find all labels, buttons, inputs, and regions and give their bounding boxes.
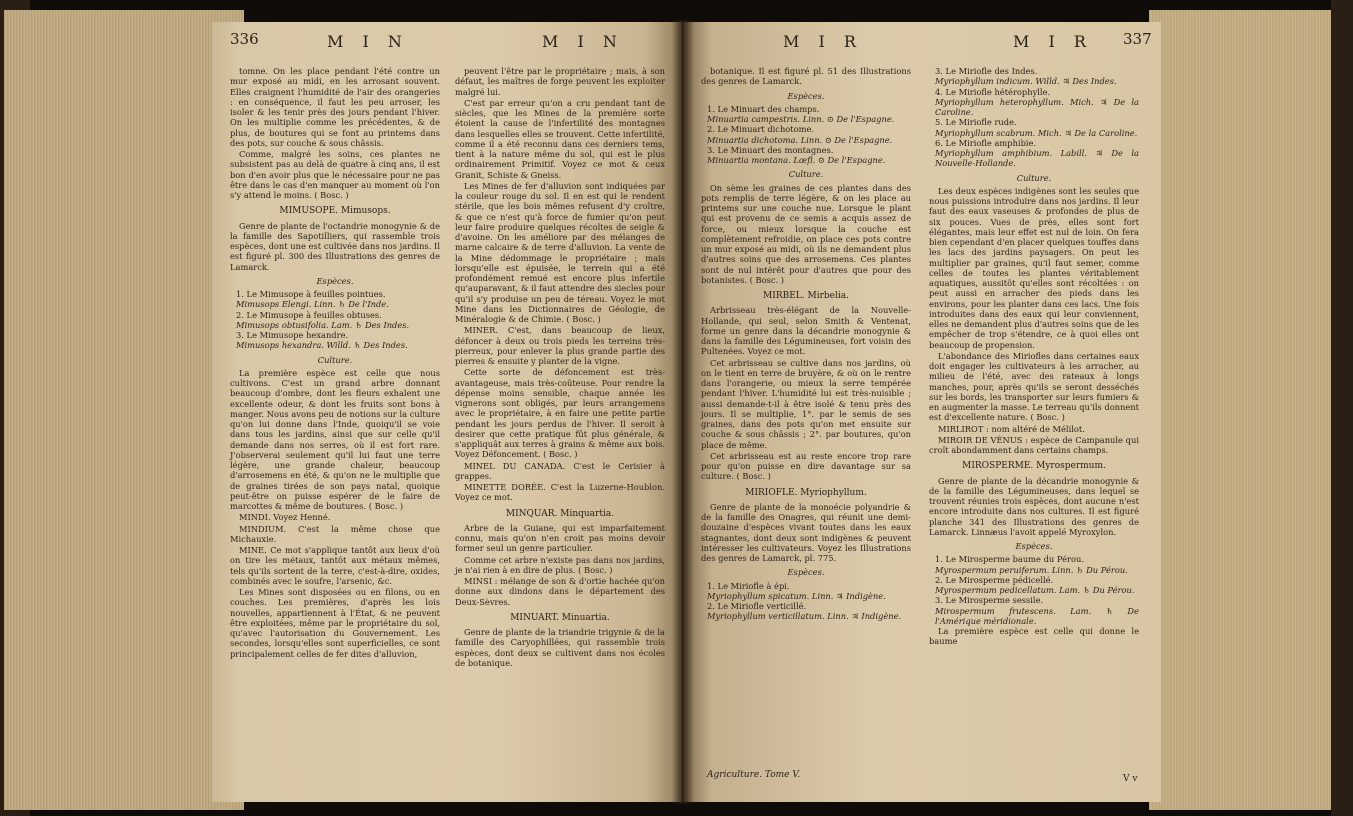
species-latin-name: Myriophyllum scabrum. Mich. ♃ De la Caroline. xyxy=(935,127,1138,138)
paragraph: Genre de plante de la monoécie polyandrie & de la famille des Onagres, qui réunit une demi-douzaine d'espèces vivant toutes dans les eaux stagnantes, dont deux sont indigènes & peuvent intéresser les cultivateurs. Voyez les Illustrations des genres de Lamarck, pl. 775. xyxy=(701,501,911,563)
section-subheading: Culture. xyxy=(317,354,353,365)
species-latin-name: Mirospermum frutescens. Lam. ♄ De l'Amérique méridionale. xyxy=(935,605,1139,626)
species-latin-name: Mimusops Elengi. Linn. ♄ De l'Inde. xyxy=(236,299,389,310)
species-latin-name: Myriophyllum indicum. Willd. ♃ Des Indes. xyxy=(935,76,1117,87)
paragraph: MINE. Ce mot s'applique tantôt aux lieux d'où on tire les métaux, tantôt aux métaux mêmes, tels qu'ils sortent de la terre, c'est-à-dire, oxides, combinés avec le soufre, l'arsenic, &c. xyxy=(230,545,440,586)
left-page xyxy=(212,22,682,802)
running-head-left-2: M I N xyxy=(542,32,624,51)
paragraph: MIROIR DE VÉNUS : espèce de Campanule qui croît abondamment dans certains champs. xyxy=(929,434,1139,455)
paragraph: MINEL DU CANADA. C'est le Cerisier à grappes. xyxy=(455,460,665,481)
species-item: 6. Le Miriofle amphibie. xyxy=(935,137,1037,148)
entry-heading: MINUART. Minuartia. xyxy=(510,612,610,623)
paragraph: L'abondance des Miriofles dans certaines eaux doit engager les cultivateurs à les arracher, au milieu de l'été, avec des rateaux à longs manches, pour, après qu'ils se seront desséchés sur les bords, les transporter sur leurs fumiers & en augmenter la masse. Le terreau qu'ils donnent est d'excellente nature. ( Bosc. ) xyxy=(929,350,1140,423)
paragraph: Genre de plante de la décandrie monogynie & de la famille des Légumineuses, dans lequel se trouvent réunies trois espèces, dont aucune n'est encore introduite dans nos cultures. Il est figuré planche 341 des Illustrations des genres de Lamarck. Linnæus l'avoit appelé Myroxylon. xyxy=(929,475,1139,537)
page-edges-left xyxy=(4,10,244,810)
species-item: 2. Le Miriofle verticillé. xyxy=(707,601,807,611)
species-latin-name: Myriophyllum spicatum. Linn. ♃ Indigène. xyxy=(707,590,886,601)
paragraph: MIRLIROT : nom altéré de Mélilot. xyxy=(938,423,1085,434)
species-latin-name: Minuartia campestris. Linn. ⊙ De l'Espagne. xyxy=(707,114,895,124)
left-page-column-1 xyxy=(230,66,440,660)
entry-heading: MIRIOFLE. Myriophyllum. xyxy=(745,487,867,498)
paragraph: Les Mines sont disposées ou en filons, ou en couches. Les premières, d'après les lois nouvelles, appartiennent à l'État, & ne peuvent être exploitées, même par le propriétaire du sol, qu'avec l'autorisation du Gouvernement. Les secondes, lorsqu'elles sont superficielles, ce sont principalement celles de fer dites d'alluvion, xyxy=(230,587,440,659)
species-latin-name: Myriophyllum amphibium. Labill. ♃ De la Nouvelle-Hollande. xyxy=(935,148,1139,169)
species-item: 2. Le Mirosperme pédicellé. xyxy=(935,574,1054,585)
species-latin-name: Minuartia montana. Lœfl. ⊙ De l'Espagne. xyxy=(707,155,886,165)
species-latin-name: Myrospermum pedicellatum. Lam. ♄ Du Pérou. xyxy=(935,585,1135,595)
species-latin-name: Mimusops hexandra. Willd. ♄ Des Indes. xyxy=(236,340,408,351)
species-latin-name: Myriophyllum verticillatum. Linn. ♃ Indigène. xyxy=(707,611,902,622)
species-item: 1. Le Mimusope à feuilles pointues. xyxy=(236,289,386,299)
species-item: 3. Le Mimusope hexandre. xyxy=(236,330,349,340)
page-number-left: 336 xyxy=(230,30,259,48)
paragraph: Comme, malgré les soins, ces plantes ne subsistent pas au delà de quatre à cinq ans, il est bon d'en avoir plus que le nécessaire pour ne pas être dans le cas d'en manquer au moment où l'on s'y attend le moins. ( Bosc. ) xyxy=(230,149,440,200)
species-item: 1. Le Mirosperme baume du Pérou. xyxy=(935,554,1084,565)
paragraph: MINER. C'est, dans beaucoup de lieux, défoncer à deux ou trois pieds les terreins très-pierreux, pour enlever la plus grande partie des pierres & ensuite y planter de la vigne. xyxy=(455,325,665,366)
paragraph: tomne. On les place pendant l'été contre un mur exposé au midi, en les arrosant souvent. Elles craignent l'humidité de l'air des orangeries : en conséquence, il faut les peu arroser, les isoler & les tenir près des jours pendant l'hiver. On les multiplie comme les précédentes, & de plus, de boutures qui se font au printems dans des pots, sur couche & sous châssis. xyxy=(230,66,440,148)
right-page-column-1 xyxy=(701,66,911,622)
species-item: 5. Le Miriofle rude. xyxy=(935,117,1017,128)
page-edges-right xyxy=(1149,10,1349,810)
species-latin-name: Myrospermum peruiferum. Linn. ♄ Du Pérou. xyxy=(935,564,1128,575)
paragraph: MINETTE DORÉE. C'est la Luzerne-Houblon. Voyez ce mot. xyxy=(455,482,665,503)
footer-volume-signature: Agriculture. Tome V. xyxy=(707,770,801,780)
section-subheading: Espèces. xyxy=(787,90,825,101)
section-subheading: Espèces. xyxy=(316,275,354,286)
paragraph: botanique. Il est figuré pl. 51 des Illustrations des genres de Lamarck. xyxy=(701,66,911,87)
species-item: 1. Le Miriofle à épi. xyxy=(707,580,790,591)
book-gutter xyxy=(672,20,694,804)
paragraph: Genre de plante de l'octandrie monogynie & de la famille des Sapotilliers, qui rassemble trois espèces, dont une est cultivée dans nos jardins. Il est figuré pl. 300 des Illustrations des genres de Lamarck. xyxy=(230,220,440,272)
species-item: 3. Le Mirosperme sessile. xyxy=(935,595,1044,606)
section-subheading: Culture. xyxy=(788,169,824,180)
paragraph: MINDI. Voyez Henné. xyxy=(239,512,331,523)
paragraph: Cette sorte de défoncement est très-avantageuse, mais très-coûteuse. Pour rendre la dépense moins sensible, chaque année les vignerons sont obligés, par leurs arrangemens avec le propriétaire, à en faire une petite partie pendant les jours perdus de l'hiver. Il seroit à desirer que cette pratique fût plus générale, & s'appliquât aux terres à grains & même aux bois. Voyez Défoncement. ( Bosc. ) xyxy=(455,367,665,460)
species-latin-name: Mimusops obtusifolia. Lam. ♄ Des Indes. xyxy=(236,319,410,330)
left-page-column-2 xyxy=(455,66,665,669)
paragraph: peuvent l'être par le propriétaire ; mais, à son défaut, les maîtres de forge peuvent les exploiter malgré lui. xyxy=(455,66,665,97)
species-latin-name: Myriophyllum heterophyllum. Mich. ♃ De la Caroline. xyxy=(935,96,1139,117)
paragraph: C'est par erreur qu'on a cru pendant tant de siècles, que les Mines de la première sorte étoient la cause de l'infertilité des montagnes dans lesquelles elles se trouvent. Cette infertilité, comme il a été reconnu dans ces derniers tems, tient à la nature même du sol, qui est le plus ordinairement Primitif. Voyez ce mot & ceux Granit, Schiste & Gneiss. xyxy=(455,97,665,180)
species-latin-name: Minuartia dichotoma. Linn. ⊙ De l'Espagne. xyxy=(707,134,893,145)
running-head-right-1: M I R xyxy=(783,32,863,51)
paragraph: MINSI : mélange de son & d'ortie hachée qu'on donne aux dindons dans le département des Deux-Sèvres. xyxy=(455,576,665,607)
species-item: 3. Le Minuart des montagnes. xyxy=(707,144,834,155)
paragraph: MINDIUM. C'est la même chose que Michauxie. xyxy=(230,523,440,544)
section-subheading: Culture. xyxy=(1016,172,1052,183)
entry-heading: MIMUSOPE. Mimusops. xyxy=(279,206,391,217)
species-item: 2. Le Minuart dichotome. xyxy=(707,124,815,135)
paragraph: Cet arbrisseau se cultive dans nos jardins, où on le tient en terre de bruyère, & où on le rentre dans l'orangerie, ou mieux la serre tempérée pendant l'hiver. L'humidité lui est très-nuisible ; aussi demande-t-il à être isolé & tenu près des jours. Il se multiplie, 1°. par le semis de ses graines, dans des pots qu'on met ensuite sur couche & sous châssis ; 2°. par boutures, qu'on place de même. xyxy=(701,357,911,450)
page-number-right: 337 xyxy=(1123,30,1152,48)
right-page xyxy=(683,22,1161,802)
section-subheading: Espèces. xyxy=(787,567,825,578)
paragraph: Genre de plante de la triandrie trigynie & de la famille des Caryophillées, qui rassemble trois espèces, dont deux se cultivent dans nos écoles de botanique. xyxy=(455,627,665,668)
paragraph: La première espèce est celle qui donne le baume xyxy=(929,626,1139,647)
paragraph: Arbre de la Guiane, qui est imparfaitement connu, mais qu'on n'en croit pas moins devoir former seul un genre particulier. xyxy=(455,522,665,554)
species-item: 3. Le Miriofle des Indes. xyxy=(935,66,1038,76)
entry-heading: MINQUAR. Minquartia. xyxy=(505,508,615,519)
right-page-column-2 xyxy=(929,66,1139,648)
entry-heading: MIRBEL. Mirbelia. xyxy=(763,291,849,301)
species-item: 2. Le Mimusope à feuilles obtuses. xyxy=(236,309,382,320)
paragraph: Cet arbrisseau est au reste encore trop rare pour qu'on puisse en dire davantage sur sa culture. ( Bosc. ) xyxy=(701,450,911,482)
species-item: 1. Le Minuart des champs. xyxy=(707,103,820,114)
species-item: 4. Le Miriofle hétérophylle. xyxy=(935,86,1051,97)
running-head-right-2: M I R xyxy=(1013,32,1093,51)
paragraph: Les deux espèces indigènes sont les seules que nous puissions introduire dans nos jardins. Il leur faut des eaux vaseuses & profondes de plus de six pouces. Vues de près, elles sont fort élégantes, mais leur effet est nul de loin. On fera bien cependant d'en placer quelques touffes dans les lacs des jardins paysagers. On peut les multiplier par graines, qu'il faut semer, comme celles de toutes les plantes véritablement aquatiques, aussitôt qu'elles sont récoltées : on peut aussi en arracher des pieds dans les environs, pour les planter dans ces lacs. Une fois introduites dans des eaux qui leur conviennent, elles ne demandent plus d'autres soins que de les empêcher de trop s'étendre, ce à quoi elles ont beaucoup de propension. xyxy=(929,185,1139,350)
paragraph: On sème les graines de ces plantes dans des pots remplis de terre légère, & on les place au printems sur une couche nue. Lorsque le plant qui est provenu de ce semis a acquis assez de force, ou mieux lorsque la couche est complètement refroidie, on place ces pots contre un mur exposé au midi, où ils ne demandent plus d'autres soins que des arrosemens. Ces plantes sont de nul intérêt pour d'autres que pour des botanistes. ( Bosc. ) xyxy=(701,182,911,285)
entry-heading: MIROSPERME. Myrospermum. xyxy=(962,461,1106,472)
paragraph: Arbrisseau très-élégant de la Nouvelle-Hollande, qui seul, selon Smith & Ventenat, forme un genre dans la décandrie monogynie & dans la famille des Légumineuses, fort voisin des Pultenées. Voyez ce mot. xyxy=(701,305,911,357)
paragraph: Les Mines de fer d'alluvion sont indiquées par la couleur rouge du sol. Il en est qui le rendent stérile, que les bois mêmes refusent d'y croître, & que ce n'est qu'à force de fumier qu'on peut leur faire produire quelques récoltes de seigle & d'avoine. On les améliore par des mélanges de marne calcaire & de terre d'alluvion. La vente de la Mine dédommage le propriétaire ; mais lorsqu'elle est épuisée, le terrein qui a été profondément remué est encore plus infertile qu'auparavant, & il faut attendre des siecles pour qu'il s'y produise un peu de téreau. Voyez le mot Mine dans les Dictionnaires de Géologie, de Minéralogie & de Chimie. ( Bosc. ) xyxy=(455,180,665,324)
running-head-left-1: M I N xyxy=(327,32,409,51)
paragraph: Comme cet arbre n'existe pas dans nos jardins, je n'ai rien à en dire de plus. ( Bosc. ) xyxy=(455,554,665,575)
section-subheading: Espèces. xyxy=(1015,541,1053,551)
footer-gathering-signature: V v xyxy=(1123,774,1138,784)
book-cover-right xyxy=(1331,0,1353,816)
paragraph: La première espèce est celle que nous cultivons. C'est un grand arbre donnant beaucoup d'ombre, dont les fleurs exhalent une excellente odeur, & dont les fruits sont bons à manger. Nous avons peu de notions sur la culture qu'on lui donne dans l'Inde, quoiqu'il se voie dans tous les jardins, ainsi que sur celle qu'il demande dans nos serres, où il est fort rare. J'observerai seulement qu'il lui faut une terre légère, une grande chaleur, beaucoup d'arrosemens en été, & qu'on ne le multiplie que de graines tirées de son pays natal, quoique peut-être on puisse espérer de le faire de marcottes & même de boutures. ( Bosc. ) xyxy=(230,367,440,511)
